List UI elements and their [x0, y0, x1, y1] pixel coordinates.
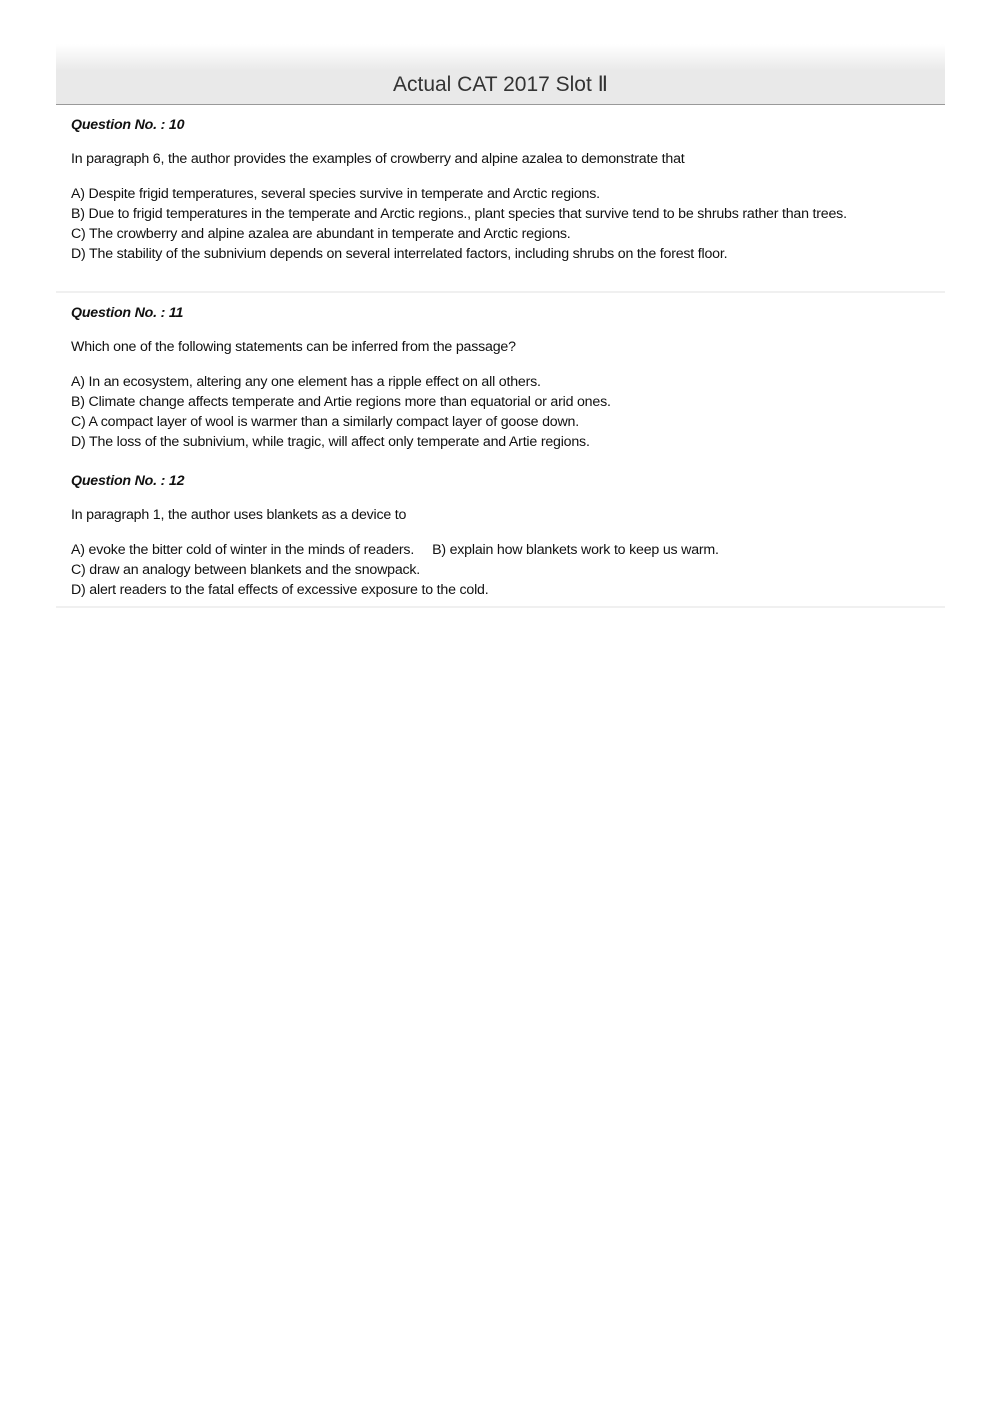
question-10	[71, 115, 931, 264]
question-11	[71, 303, 931, 452]
option-b[interactable]: B) explain how blankets work to keep us warm.	[432, 542, 719, 558]
question-label: Question No. : 10	[71, 117, 185, 133]
option-b[interactable]: B) Climate change affects temperate and Artie regions more than equatorial or arid ones.	[71, 394, 611, 410]
question-text: Which one of the following statements can be inferred from the passage?	[71, 339, 516, 355]
option-c[interactable]: C) A compact layer of wool is warmer than a similarly compact layer of goose down.	[71, 414, 579, 430]
option-d[interactable]: D) The loss of the subnivium, while tragic, will affect only temperate and Artie regions.	[71, 434, 590, 450]
page-title: Actual CAT 2017 Slot Ⅱ	[392, 73, 608, 96]
question-label: Question No. : 12	[71, 473, 185, 489]
option-a[interactable]: A) In an ecosystem, altering any one element has a ripple effect on all others.	[71, 374, 541, 390]
divider	[56, 606, 945, 608]
page-header	[56, 44, 945, 105]
option-a[interactable]: A) Despite frigid temperatures, several species survive in temperate and Arctic regions.	[71, 186, 600, 202]
question-text: In paragraph 6, the author provides the examples of crowberry and alpine azalea to demonstrate that	[71, 151, 685, 167]
option-c[interactable]: C) draw an analogy between blankets and the snowpack.	[71, 562, 421, 578]
question-text: In paragraph 1, the author uses blankets as a device to	[71, 507, 407, 523]
divider	[56, 291, 945, 293]
option-b[interactable]: B) Due to frigid temperatures in the temperate and Arctic regions., plant species that survive tend to be shrubs rather than trees.	[71, 206, 847, 222]
option-d[interactable]: D) The stability of the subnivium depends on several interrelated factors, including shrubs on the forest floor.	[71, 246, 728, 262]
question-label: Question No. : 11	[71, 305, 184, 321]
option-d[interactable]: D) alert readers to the fatal effects of excessive exposure to the cold.	[71, 582, 489, 598]
option-c[interactable]: C) The crowberry and alpine azalea are abundant in temperate and Arctic regions.	[71, 226, 571, 242]
option-a[interactable]: A) evoke the bitter cold of winter in the minds of readers.	[71, 542, 415, 558]
question-12	[71, 471, 931, 600]
